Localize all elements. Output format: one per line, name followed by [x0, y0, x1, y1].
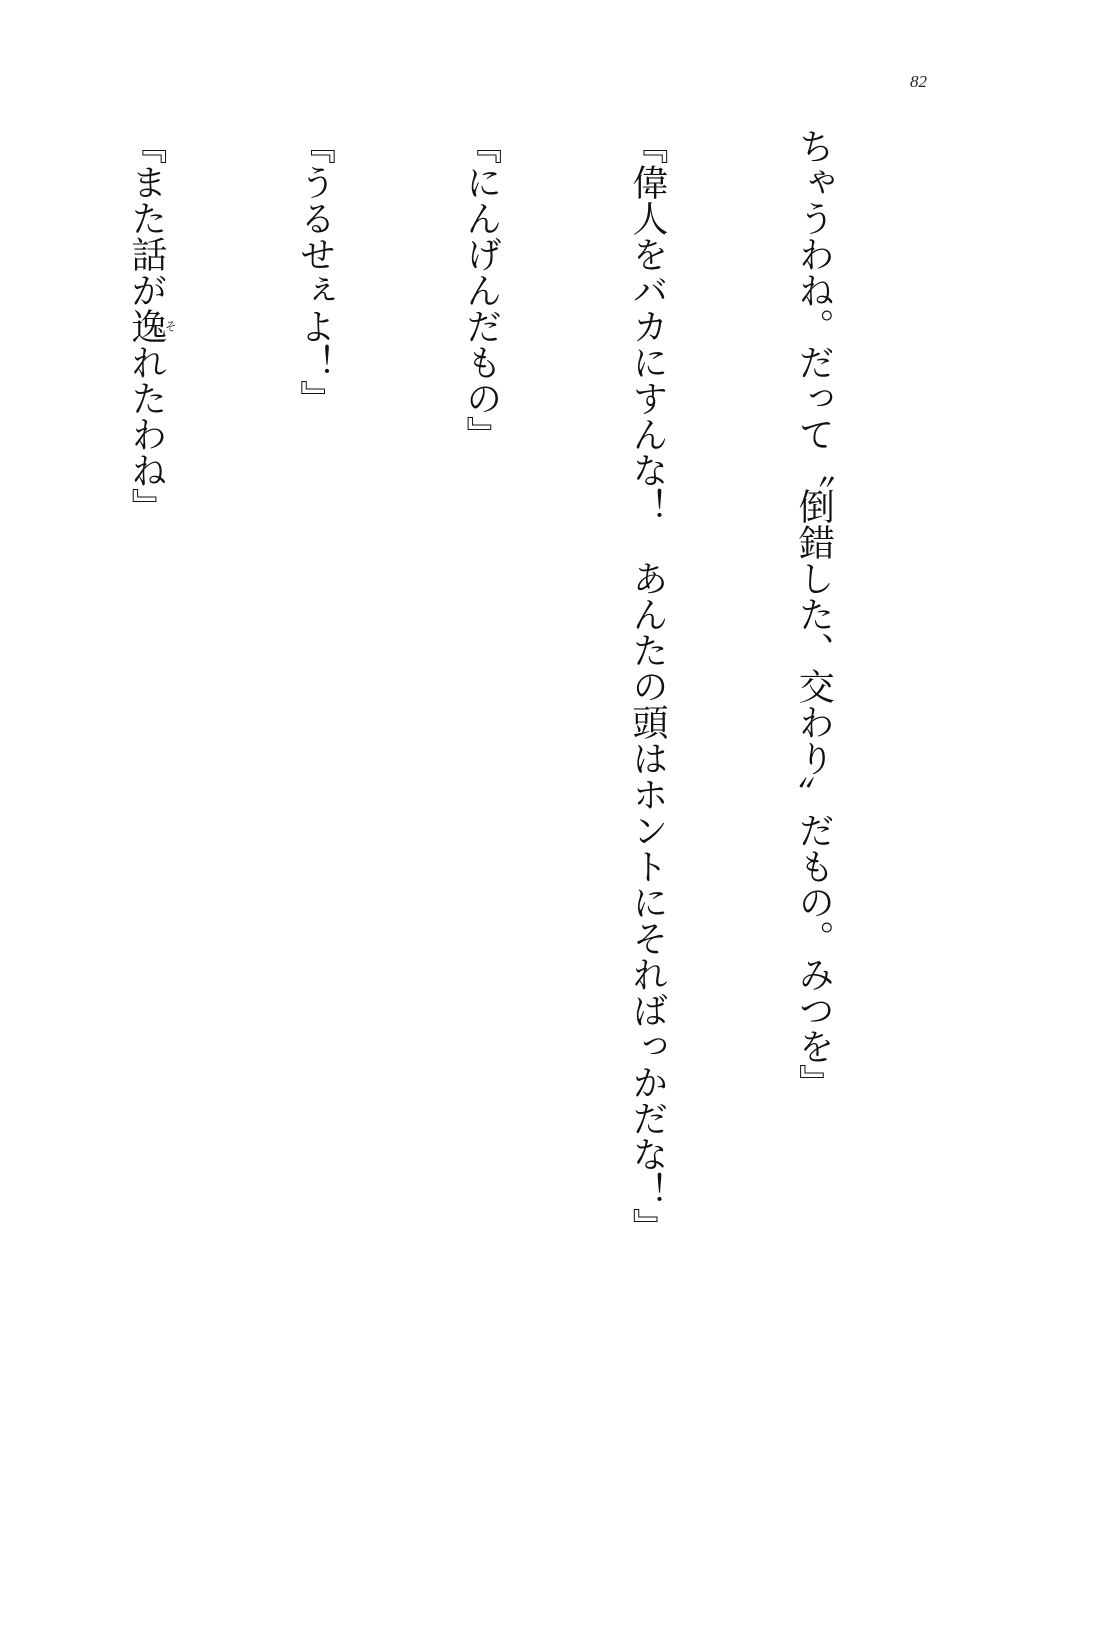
- text-line: ちゃうわね。だって〝倒錯した、交わり〟だもの。みつを』: [793, 128, 835, 1100]
- text-line: [0, 128, 8, 1568]
- text-line: 『うるせぇよ！』: [294, 128, 336, 416]
- furigana-ruby: 逸そ: [125, 308, 178, 344]
- text-line: 『にんげんだもの』: [460, 128, 502, 452]
- furigana-reading: そ: [163, 308, 178, 344]
- page-number: 82: [910, 72, 927, 91]
- text-line: 『また話が逸それたわね』: [125, 128, 178, 524]
- body-text: [0, 128, 952, 1568]
- text-line: 『偉人をバカにすんな！ あんたの頭はホントにそればっかだな！』: [626, 128, 668, 1244]
